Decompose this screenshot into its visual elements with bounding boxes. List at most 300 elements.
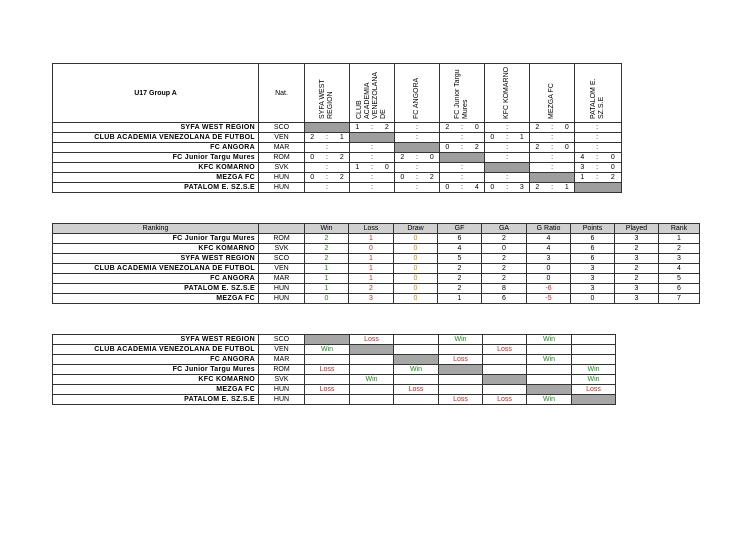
ranking-rank-value: 5 <box>659 274 700 284</box>
column-team-header <box>305 64 350 123</box>
team-name: PATALOM E. SZ.S.E <box>53 183 259 193</box>
ranking-gf-value: 5 <box>438 254 482 264</box>
ranking-ga-value: 2 <box>482 254 527 264</box>
column-team-label: CLUB ACADEMIA VENEZOLANA DE <box>356 71 388 119</box>
ranking-win-value: 2 <box>305 234 349 244</box>
score-separator: : <box>590 173 605 183</box>
score-home: 0 <box>440 143 455 153</box>
score-home: 0 <box>485 183 500 193</box>
score-separator: : <box>455 133 470 143</box>
score-away <box>335 143 350 153</box>
outcome-cell: Loss <box>439 395 483 405</box>
team-nat: HUN <box>259 294 305 304</box>
column-team-header <box>530 64 575 123</box>
score-home: 0 <box>395 173 410 183</box>
results-row <box>53 123 622 133</box>
ranking-win-value: 1 <box>305 284 349 294</box>
score-separator: : <box>500 133 515 143</box>
score-home <box>440 163 455 173</box>
ranking-column-header: Points <box>571 224 615 234</box>
score-home <box>350 173 365 183</box>
score-home: 0 <box>440 183 455 193</box>
team-name: MEZGA FC <box>53 385 259 395</box>
ranking-win-value: 2 <box>305 244 349 254</box>
score-home: 0 <box>305 173 320 183</box>
score-away: 4 <box>470 183 485 193</box>
outcome-cell <box>350 365 394 375</box>
results-matrix-table <box>52 63 622 193</box>
score-separator: : <box>500 123 515 133</box>
score-separator: : <box>590 143 605 153</box>
score-away <box>515 143 530 153</box>
results-row <box>53 143 622 153</box>
ranking-ratio-value: 3 <box>527 254 571 264</box>
outcome-cell: Loss <box>305 385 350 395</box>
score-away <box>605 133 622 143</box>
score-separator: : <box>545 143 560 153</box>
ranking-gf-value: 2 <box>438 264 482 274</box>
team-nat: SCO <box>259 335 305 345</box>
score-away: 3 <box>515 183 530 193</box>
ranking-ga-value: 0 <box>482 244 527 254</box>
score-separator: : <box>455 143 470 153</box>
team-nat: MAR <box>259 274 305 284</box>
score-separator: : <box>455 183 470 193</box>
ranking-loss-value: 1 <box>349 274 394 284</box>
score-home <box>395 133 410 143</box>
outcome-cell <box>572 355 616 365</box>
score-separator: : <box>590 133 605 143</box>
score-away <box>425 123 440 133</box>
score-separator: : <box>365 153 380 163</box>
team-nat: HUN <box>259 183 305 193</box>
score-away: 2 <box>425 173 440 183</box>
ranking-ratio-value: -6 <box>527 284 571 294</box>
outcome-cell <box>439 385 483 395</box>
ranking-draw-value: 0 <box>394 264 438 274</box>
outcome-cell <box>350 385 394 395</box>
ranking-win-value: 0 <box>305 294 349 304</box>
ranking-loss-value: 0 <box>349 244 394 254</box>
score-separator: : <box>545 183 560 193</box>
team-name: MEZGA FC <box>53 173 259 183</box>
ranking-column-header: Win <box>305 224 349 234</box>
outcome-cell: Loss <box>439 355 483 365</box>
score-separator: : <box>365 163 380 173</box>
team-name: FC Junior Targu Mures <box>53 365 259 375</box>
self-match-cell <box>483 375 527 385</box>
score-home <box>305 183 320 193</box>
team-nat: SCO <box>259 123 305 133</box>
score-separator: : <box>455 123 470 133</box>
score-separator: : <box>320 173 335 183</box>
ranking-loss-value: 2 <box>349 284 394 294</box>
team-nat: SVK <box>259 163 305 173</box>
team-name: KFC KOMARNO <box>53 163 259 173</box>
score-away <box>470 133 485 143</box>
outcome-cell: Win <box>527 395 572 405</box>
score-away: 0 <box>560 123 575 133</box>
ranking-win-value: 1 <box>305 274 349 284</box>
ranking-ga-value: 2 <box>482 274 527 284</box>
ranking-rank-value: 1 <box>659 234 700 244</box>
score-home <box>350 183 365 193</box>
ranking-row <box>53 284 700 294</box>
outcome-cell <box>394 395 439 405</box>
score-separator: : <box>365 173 380 183</box>
score-away: 0 <box>425 153 440 163</box>
column-team-header <box>575 64 622 123</box>
outcome-cell: Loss <box>483 395 527 405</box>
ranking-ratio-value: -5 <box>527 294 571 304</box>
score-home: 2 <box>530 183 545 193</box>
outcome-cell <box>439 375 483 385</box>
score-away: 1 <box>335 133 350 143</box>
score-home: 2 <box>530 143 545 153</box>
results-row <box>53 183 622 193</box>
group-title: U17 Group A <box>53 64 259 123</box>
score-separator: : <box>410 163 425 173</box>
score-away <box>560 153 575 163</box>
score-away: 0 <box>380 163 395 173</box>
ranking-rank-value: 7 <box>659 294 700 304</box>
score-away: 2 <box>335 153 350 163</box>
ranking-points-value: 6 <box>571 254 615 264</box>
ranking-row <box>53 234 700 244</box>
ranking-played-value: 3 <box>615 234 659 244</box>
ranking-column-header: GA <box>482 224 527 234</box>
ranking-draw-value: 0 <box>394 284 438 294</box>
outcome-cell <box>483 355 527 365</box>
score-separator: : <box>410 133 425 143</box>
ranking-win-value: 1 <box>305 264 349 274</box>
outcome-cell: Win <box>439 335 483 345</box>
score-separator: : <box>320 143 335 153</box>
self-match-cell <box>575 183 622 193</box>
score-home <box>485 153 500 163</box>
score-away: 0 <box>605 153 622 163</box>
results-row <box>53 133 622 143</box>
score-separator: : <box>500 183 515 193</box>
ranking-column-header: Rank <box>659 224 700 234</box>
score-home <box>575 133 590 143</box>
team-nat: ROM <box>259 365 305 375</box>
outcome-cell: Win <box>350 375 394 385</box>
outcome-cell <box>305 375 350 385</box>
score-separator: : <box>365 183 380 193</box>
outcome-row <box>53 345 616 355</box>
column-team-label: MEZGA FC <box>548 82 556 119</box>
outcome-cell: Win <box>305 345 350 355</box>
outcome-cell: Win <box>394 365 439 375</box>
score-away: 2 <box>335 173 350 183</box>
column-team-header <box>395 64 440 123</box>
ranking-draw-value: 0 <box>394 274 438 284</box>
team-name: CLUB ACADEMIA VENEZOLANA DE FUTBOL <box>53 345 259 355</box>
column-team-header <box>440 64 485 123</box>
score-away: 0 <box>470 123 485 133</box>
ranking-points-value: 3 <box>571 284 615 294</box>
score-away: 2 <box>470 143 485 153</box>
score-home <box>530 153 545 163</box>
score-home: 0 <box>305 153 320 163</box>
self-match-cell <box>394 355 439 365</box>
team-nat: MAR <box>259 355 305 365</box>
column-team-label: FC Junior Targu Mures <box>454 68 470 119</box>
score-home <box>440 173 455 183</box>
ranking-rank-value: 2 <box>659 244 700 254</box>
ranking-played-value: 3 <box>615 284 659 294</box>
ranking-gf-value: 1 <box>438 294 482 304</box>
score-home <box>350 153 365 163</box>
nat-header: Nat. <box>259 64 305 123</box>
ranking-row <box>53 264 700 274</box>
ranking-row <box>53 254 700 264</box>
score-separator: : <box>410 183 425 193</box>
column-team-label: PATALOM E. SZ.S.E <box>590 78 606 119</box>
score-away: 2 <box>605 173 622 183</box>
self-match-cell <box>439 365 483 375</box>
results-row <box>53 163 622 173</box>
score-away <box>380 183 395 193</box>
score-separator: : <box>590 153 605 163</box>
outcome-cell: Win <box>572 365 616 375</box>
outcome-cell <box>394 335 439 345</box>
score-home: 2 <box>440 123 455 133</box>
ranking-draw-value: 0 <box>394 294 438 304</box>
outcome-cell <box>439 345 483 355</box>
ranking-column-header: Draw <box>394 224 438 234</box>
ranking-loss-value: 1 <box>349 234 394 244</box>
score-away <box>380 173 395 183</box>
team-nat: HUN <box>259 284 305 294</box>
score-separator: : <box>455 163 470 173</box>
outcome-matrix-table <box>52 334 616 405</box>
score-away <box>515 173 530 183</box>
score-away <box>425 163 440 173</box>
outcome-cell: Loss <box>350 335 394 345</box>
score-away <box>560 133 575 143</box>
score-away: 2 <box>380 123 395 133</box>
score-separator: : <box>500 173 515 183</box>
score-away <box>380 153 395 163</box>
score-home <box>395 163 410 173</box>
ranking-points-value: 3 <box>571 274 615 284</box>
score-away <box>515 123 530 133</box>
score-home <box>395 123 410 133</box>
score-separator: : <box>365 123 380 133</box>
team-nat: SVK <box>259 375 305 385</box>
outcome-cell: Loss <box>572 385 616 395</box>
outcome-cell <box>350 395 394 405</box>
score-separator: : <box>320 183 335 193</box>
score-away <box>515 153 530 163</box>
score-away: 1 <box>560 183 575 193</box>
ranking-ratio-value: 4 <box>527 244 571 254</box>
outcome-cell <box>483 335 527 345</box>
team-name: KFC KOMARNO <box>53 244 259 254</box>
ranking-played-value: 3 <box>615 294 659 304</box>
outcome-cell <box>483 365 527 375</box>
team-nat: MAR <box>259 143 305 153</box>
outcome-row <box>53 365 616 375</box>
team-name: KFC KOMARNO <box>53 375 259 385</box>
outcome-cell: Loss <box>483 345 527 355</box>
team-nat: HUN <box>259 395 305 405</box>
self-match-cell <box>305 335 350 345</box>
team-name: MEZGA FC <box>53 294 259 304</box>
score-home <box>305 163 320 173</box>
ranking-ga-value: 2 <box>482 234 527 244</box>
outcome-cell: Loss <box>305 365 350 375</box>
score-away <box>560 163 575 173</box>
column-team-header <box>485 64 530 123</box>
outcome-cell <box>394 345 439 355</box>
team-name: CLUB ACADEMIA VENEZOLANA DE FUTBOL <box>53 133 259 143</box>
outcome-cell <box>572 335 616 345</box>
team-name: FC ANGORA <box>53 355 259 365</box>
score-away <box>335 183 350 193</box>
score-home <box>575 143 590 153</box>
score-home <box>530 133 545 143</box>
score-separator: : <box>590 163 605 173</box>
ranking-column-header: GF <box>438 224 482 234</box>
team-nat: SVK <box>259 244 305 254</box>
outcome-cell <box>394 375 439 385</box>
team-nat: SCO <box>259 254 305 264</box>
team-name: SYFA WEST REGION <box>53 254 259 264</box>
ranking-rank-value: 4 <box>659 264 700 274</box>
outcome-cell: Loss <box>394 385 439 395</box>
ranking-loss-value: 3 <box>349 294 394 304</box>
score-away <box>470 173 485 183</box>
ranking-win-value: 2 <box>305 254 349 264</box>
team-nat: ROM <box>259 153 305 163</box>
ranking-points-value: 6 <box>571 234 615 244</box>
score-separator: : <box>455 173 470 183</box>
ranking-row <box>53 294 700 304</box>
team-name: CLUB ACADEMIA VENEZOLANA DE FUTBOL <box>53 264 259 274</box>
score-home: 2 <box>395 153 410 163</box>
team-name: SYFA WEST REGION <box>53 123 259 133</box>
ranking-ratio-value: 0 <box>527 264 571 274</box>
score-away <box>335 163 350 173</box>
ranking-ga-value: 8 <box>482 284 527 294</box>
self-match-cell <box>350 345 394 355</box>
score-home <box>530 163 545 173</box>
ranking-draw-value: 0 <box>394 254 438 264</box>
score-home <box>485 123 500 133</box>
team-nat: VEN <box>259 133 305 143</box>
score-separator: : <box>500 143 515 153</box>
ranking-gf-value: 2 <box>438 274 482 284</box>
ranking-ga-value: 6 <box>482 294 527 304</box>
team-nat: VEN <box>259 264 305 274</box>
results-header-row <box>53 64 622 123</box>
score-away <box>605 123 622 133</box>
outcome-cell: Win <box>527 355 572 365</box>
ranking-points-value: 3 <box>571 264 615 274</box>
self-match-cell <box>395 143 440 153</box>
score-home: 4 <box>575 153 590 163</box>
self-match-cell <box>485 163 530 173</box>
ranking-draw-value: 0 <box>394 234 438 244</box>
score-separator: : <box>320 133 335 143</box>
score-home <box>305 143 320 153</box>
ranking-rank-value: 6 <box>659 284 700 294</box>
outcome-cell <box>483 385 527 395</box>
score-separator: : <box>365 143 380 153</box>
ranking-column-header: Loss <box>349 224 394 234</box>
score-home: 1 <box>575 173 590 183</box>
outcome-cell <box>527 375 572 385</box>
score-away <box>470 163 485 173</box>
score-home <box>395 183 410 193</box>
score-away: 0 <box>605 163 622 173</box>
outcome-cell <box>527 365 572 375</box>
ranking-played-value: 2 <box>615 274 659 284</box>
ranking-column-header: G Ratio <box>527 224 571 234</box>
team-name: FC Junior Targu Mures <box>53 234 259 244</box>
outcome-cell: Win <box>572 375 616 385</box>
self-match-cell <box>530 173 575 183</box>
ranking-played-value: 2 <box>615 244 659 254</box>
ranking-loss-value: 1 <box>349 264 394 274</box>
score-separator: : <box>320 163 335 173</box>
ranking-header-row <box>53 224 700 234</box>
team-name: SYFA WEST REGION <box>53 335 259 345</box>
score-separator: : <box>410 123 425 133</box>
team-name: PATALOM E. SZ.S.E <box>53 284 259 294</box>
outcome-cell <box>305 395 350 405</box>
score-home <box>440 133 455 143</box>
score-separator: : <box>410 173 425 183</box>
ranking-loss-value: 1 <box>349 254 394 264</box>
team-nat: HUN <box>259 385 305 395</box>
ranking-column-header <box>259 224 305 234</box>
results-row <box>53 173 622 183</box>
score-separator: : <box>410 153 425 163</box>
self-match-cell <box>527 385 572 395</box>
score-home: 1 <box>350 163 365 173</box>
self-match-cell <box>305 123 350 133</box>
self-match-cell <box>350 133 395 143</box>
score-home <box>350 143 365 153</box>
score-away <box>380 143 395 153</box>
column-team-label: SYFA WEST REGION <box>319 78 335 119</box>
score-home <box>485 173 500 183</box>
score-separator: : <box>545 163 560 173</box>
score-home <box>575 123 590 133</box>
score-home: 2 <box>530 123 545 133</box>
ranking-gf-value: 2 <box>438 284 482 294</box>
ranking-draw-value: 0 <box>394 244 438 254</box>
score-away <box>425 133 440 143</box>
ranking-rank-value: 3 <box>659 254 700 264</box>
ranking-played-value: 3 <box>615 254 659 264</box>
team-name: FC ANGORA <box>53 143 259 153</box>
self-match-cell <box>572 395 616 405</box>
outcome-cell: Win <box>527 335 572 345</box>
ranking-ratio-value: 0 <box>527 274 571 284</box>
self-match-cell <box>440 153 485 163</box>
score-separator: : <box>320 153 335 163</box>
outcome-cell <box>350 355 394 365</box>
outcome-cell <box>527 345 572 355</box>
ranking-points-value: 0 <box>571 294 615 304</box>
score-home: 2 <box>305 133 320 143</box>
ranking-played-value: 2 <box>615 264 659 274</box>
